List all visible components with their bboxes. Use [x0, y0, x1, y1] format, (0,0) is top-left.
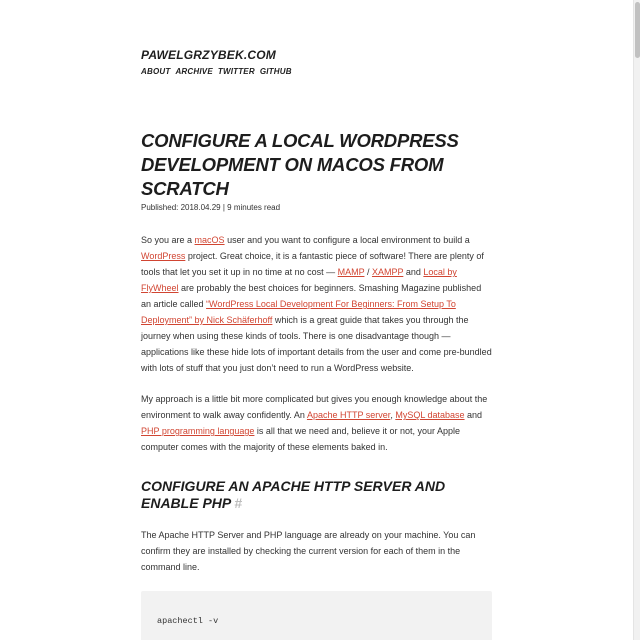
- text: is all that we need and, believe it or not, your Apple computer comes with the majority of these elements baked in.: [141, 426, 461, 452]
- section-heading-text: CONFIGURE AN APACHE HTTP SERVER AND ENABLE PHP: [141, 478, 446, 511]
- link-local-by-flywheel[interactable]: Local by FlyWheel: [141, 267, 457, 293]
- nav-archive[interactable]: ARCHIVE: [175, 67, 213, 76]
- code-block: [141, 591, 492, 640]
- nav-twitter[interactable]: TWITTER: [217, 67, 255, 76]
- link-mamp[interactable]: MAMP: [337, 267, 365, 277]
- apache-paragraph: The Apache HTTP Server and PHP language are already on your machine. You can confirm they are installed by checking the current version for each of them in the command line.: [141, 530, 476, 572]
- scrollbar-thumb[interactable]: [635, 2, 640, 58]
- text: user and you want to configure a local environment to build a: [224, 235, 470, 245]
- link-apache[interactable]: Apache HTTP server: [306, 410, 391, 420]
- link-mysql[interactable]: MySQL database: [395, 410, 465, 420]
- section-heading: [141, 478, 493, 512]
- approach-paragraph: [141, 391, 493, 455]
- text: /: [364, 267, 372, 277]
- text: ,: [390, 410, 396, 420]
- text: and: [464, 410, 483, 420]
- text: and: [403, 267, 424, 277]
- link-wordpress[interactable]: WordPress: [141, 251, 186, 261]
- link-xampp[interactable]: XAMPP: [371, 267, 404, 277]
- text: are probably the best choices for beginners. Smashing Magazine published an article called: [141, 283, 482, 309]
- heading-anchor-link[interactable]: #: [234, 495, 243, 511]
- site-title[interactable]: PAWELGRZYBEK.COM: [141, 48, 276, 62]
- scrollbar[interactable]: [633, 0, 640, 640]
- nav-github[interactable]: GITHUB: [259, 67, 292, 76]
- code-line: apachectl -v: [157, 616, 219, 626]
- nav-about[interactable]: ABOUT: [141, 67, 171, 76]
- text: which is a great guide that takes you through the journey when using these kinds of tools. There is one disadvantage though — applications like these hide lots of important details from the user and come pre-bundled with lots of stuff that you just don’t need to run a WordPress website.: [141, 315, 492, 373]
- text: So you are a: [141, 235, 195, 245]
- intro-paragraph: [141, 232, 493, 376]
- post-meta: Published: 2018.04.29 | 9 minutes read: [141, 203, 281, 212]
- link-macos[interactable]: macOS: [194, 235, 225, 245]
- main-nav: [141, 67, 292, 76]
- post-title: CONFIGURE A LOCAL WORDPRESS DEVELOPMENT ON MACOS FROM SCRATCH: [141, 130, 459, 199]
- link-smashing-article[interactable]: “WordPress Local Development For Beginners: From Setup To Deployment” by Nick Schäferhoff: [141, 299, 456, 325]
- text: My approach is a little bit more complicated but gives you enough knowledge about the environment to walk away confidently. An: [141, 394, 488, 420]
- link-php[interactable]: PHP programming language: [141, 426, 255, 436]
- text: project. Great choice, it is a fantastic piece of software! There are plenty of tools that let you set it up in no time at no cost —: [141, 251, 484, 277]
